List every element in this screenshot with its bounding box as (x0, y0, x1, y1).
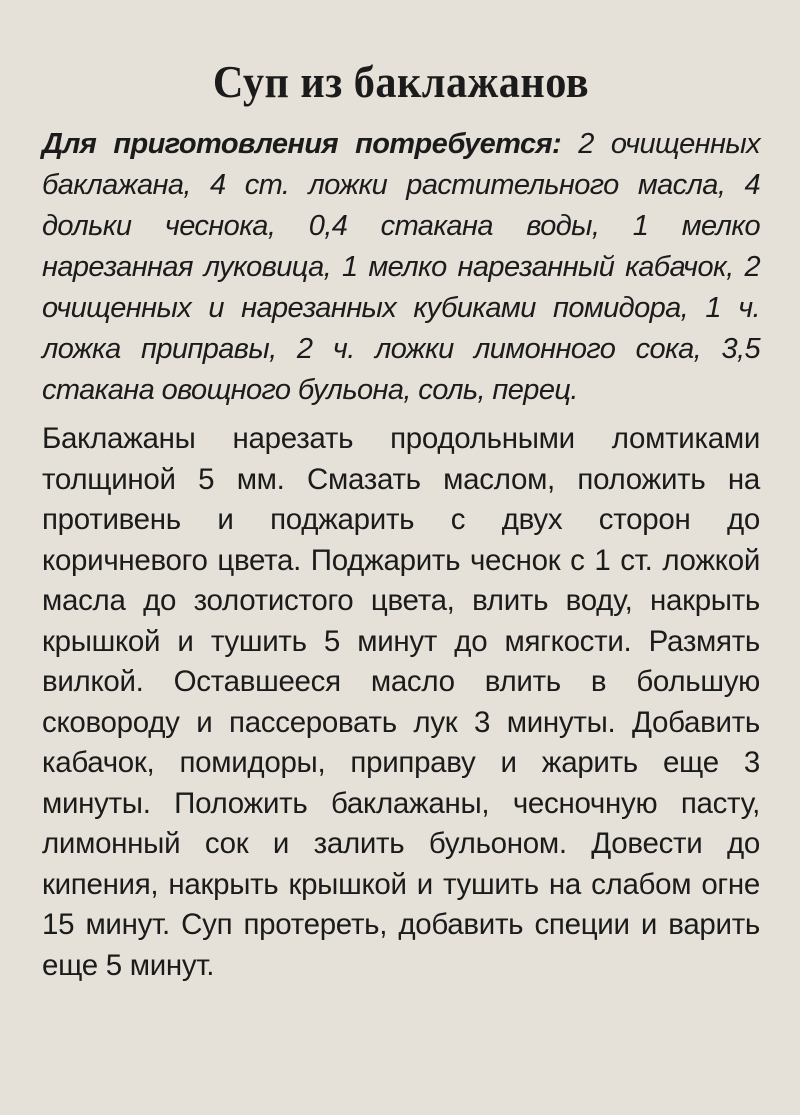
recipe-title: Суп из баклажанов (212, 56, 590, 107)
method-paragraph: Баклажаны нарезать продольными ломтиками толщиной 5 мм. Смазать маслом, положить на противень и поджарить с двух сторон до коричневого цвета. Поджарить чеснок с 1 ст. ложкой масла до золотистого цвета, влить воду, накрыть крышкой и тушить 5 минут до мягкости. Размять вилкой. Оставшееся масло влить в большую сковороду и пассеровать лук 3 минуты. Добавить кабачок, помидоры, приправу и жарить еще 3 минуты. Положить баклажаны, чесночную пасту, лимонный сок и залить бульоном. Довести до кипения, накрыть крышкой и тушить на слабом огне 15 минут. Суп протереть, добавить специи и варить еще 5 минут. (42, 422, 760, 982)
ingredients-list: 2 очищенных баклажана, 4 ст. ложки растительного масла, 4 дольки чеснока, 0,4 стакана воды, 1 мелко нарезанная луковица, 1 мелко нарезанный кабачок, 2 очищенных и нарезанных кубиками помидора, 1 ч. ложка приправы, 2 ч. ложки лимонного сока, 3,5 стакана овощного бульона, соль, перец. (42, 128, 761, 406)
ingredients-paragraph (42, 124, 760, 411)
ingredients-lead: Для приготовления потребуется: (42, 128, 562, 160)
